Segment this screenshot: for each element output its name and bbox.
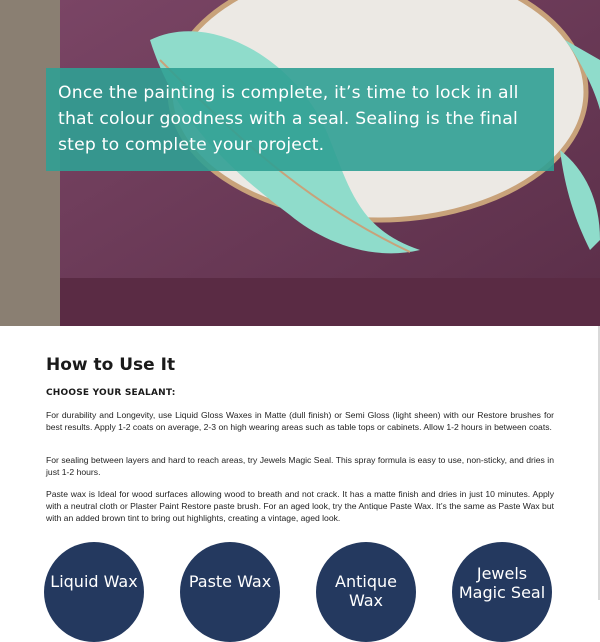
product-jewels-magic-seal-button[interactable]: Jewels Magic Seal	[452, 542, 552, 642]
sealant-subheading: CHOOSE YOUR SEALANT:	[46, 388, 176, 398]
callout-text: Once the painting is complete, it’s time to lock in all that colour goodness with a seal. Sealing is the final step to complete your project.	[58, 83, 519, 155]
product-antique-wax-button[interactable]: Antique Wax	[316, 542, 416, 642]
section-title: How to Use It	[46, 355, 176, 375]
intro-callout	[46, 68, 554, 171]
product-liquid-wax-button[interactable]: Liquid Wax	[44, 542, 144, 642]
product-paste-wax-button[interactable]: Paste Wax	[180, 542, 280, 642]
paragraph-liquid-gloss: For durability and Longevity, use Liquid Gloss Waxes in Matte (dull finish) or Semi Gloss (light sheen) with our Restore brushes for best results. Apply 1-2 coats on average, 2-3 on high wearing areas such as table tops or cabinets. Allow 1-2 hours in between coats.	[46, 410, 554, 432]
paragraph-magic-seal: For sealing between layers and hard to reach areas, try Jewels Magic Seal. This spray formula is easy to use, non-sticky, and dries in just 1-2 hours.	[46, 455, 554, 477]
paragraph-paste-wax: Paste wax is Ideal for wood surfaces allowing wood to breath and not crack. It has a matte finish and dries in just 10 minutes. Apply with a neutral cloth or Plaster Paint Restore paste brush. For an aged look, try the Antique Paste Wax. It’s the same as Paste Wax but with an added brown tint to bring out highlights, creating a vintage, aged look.	[46, 489, 554, 523]
